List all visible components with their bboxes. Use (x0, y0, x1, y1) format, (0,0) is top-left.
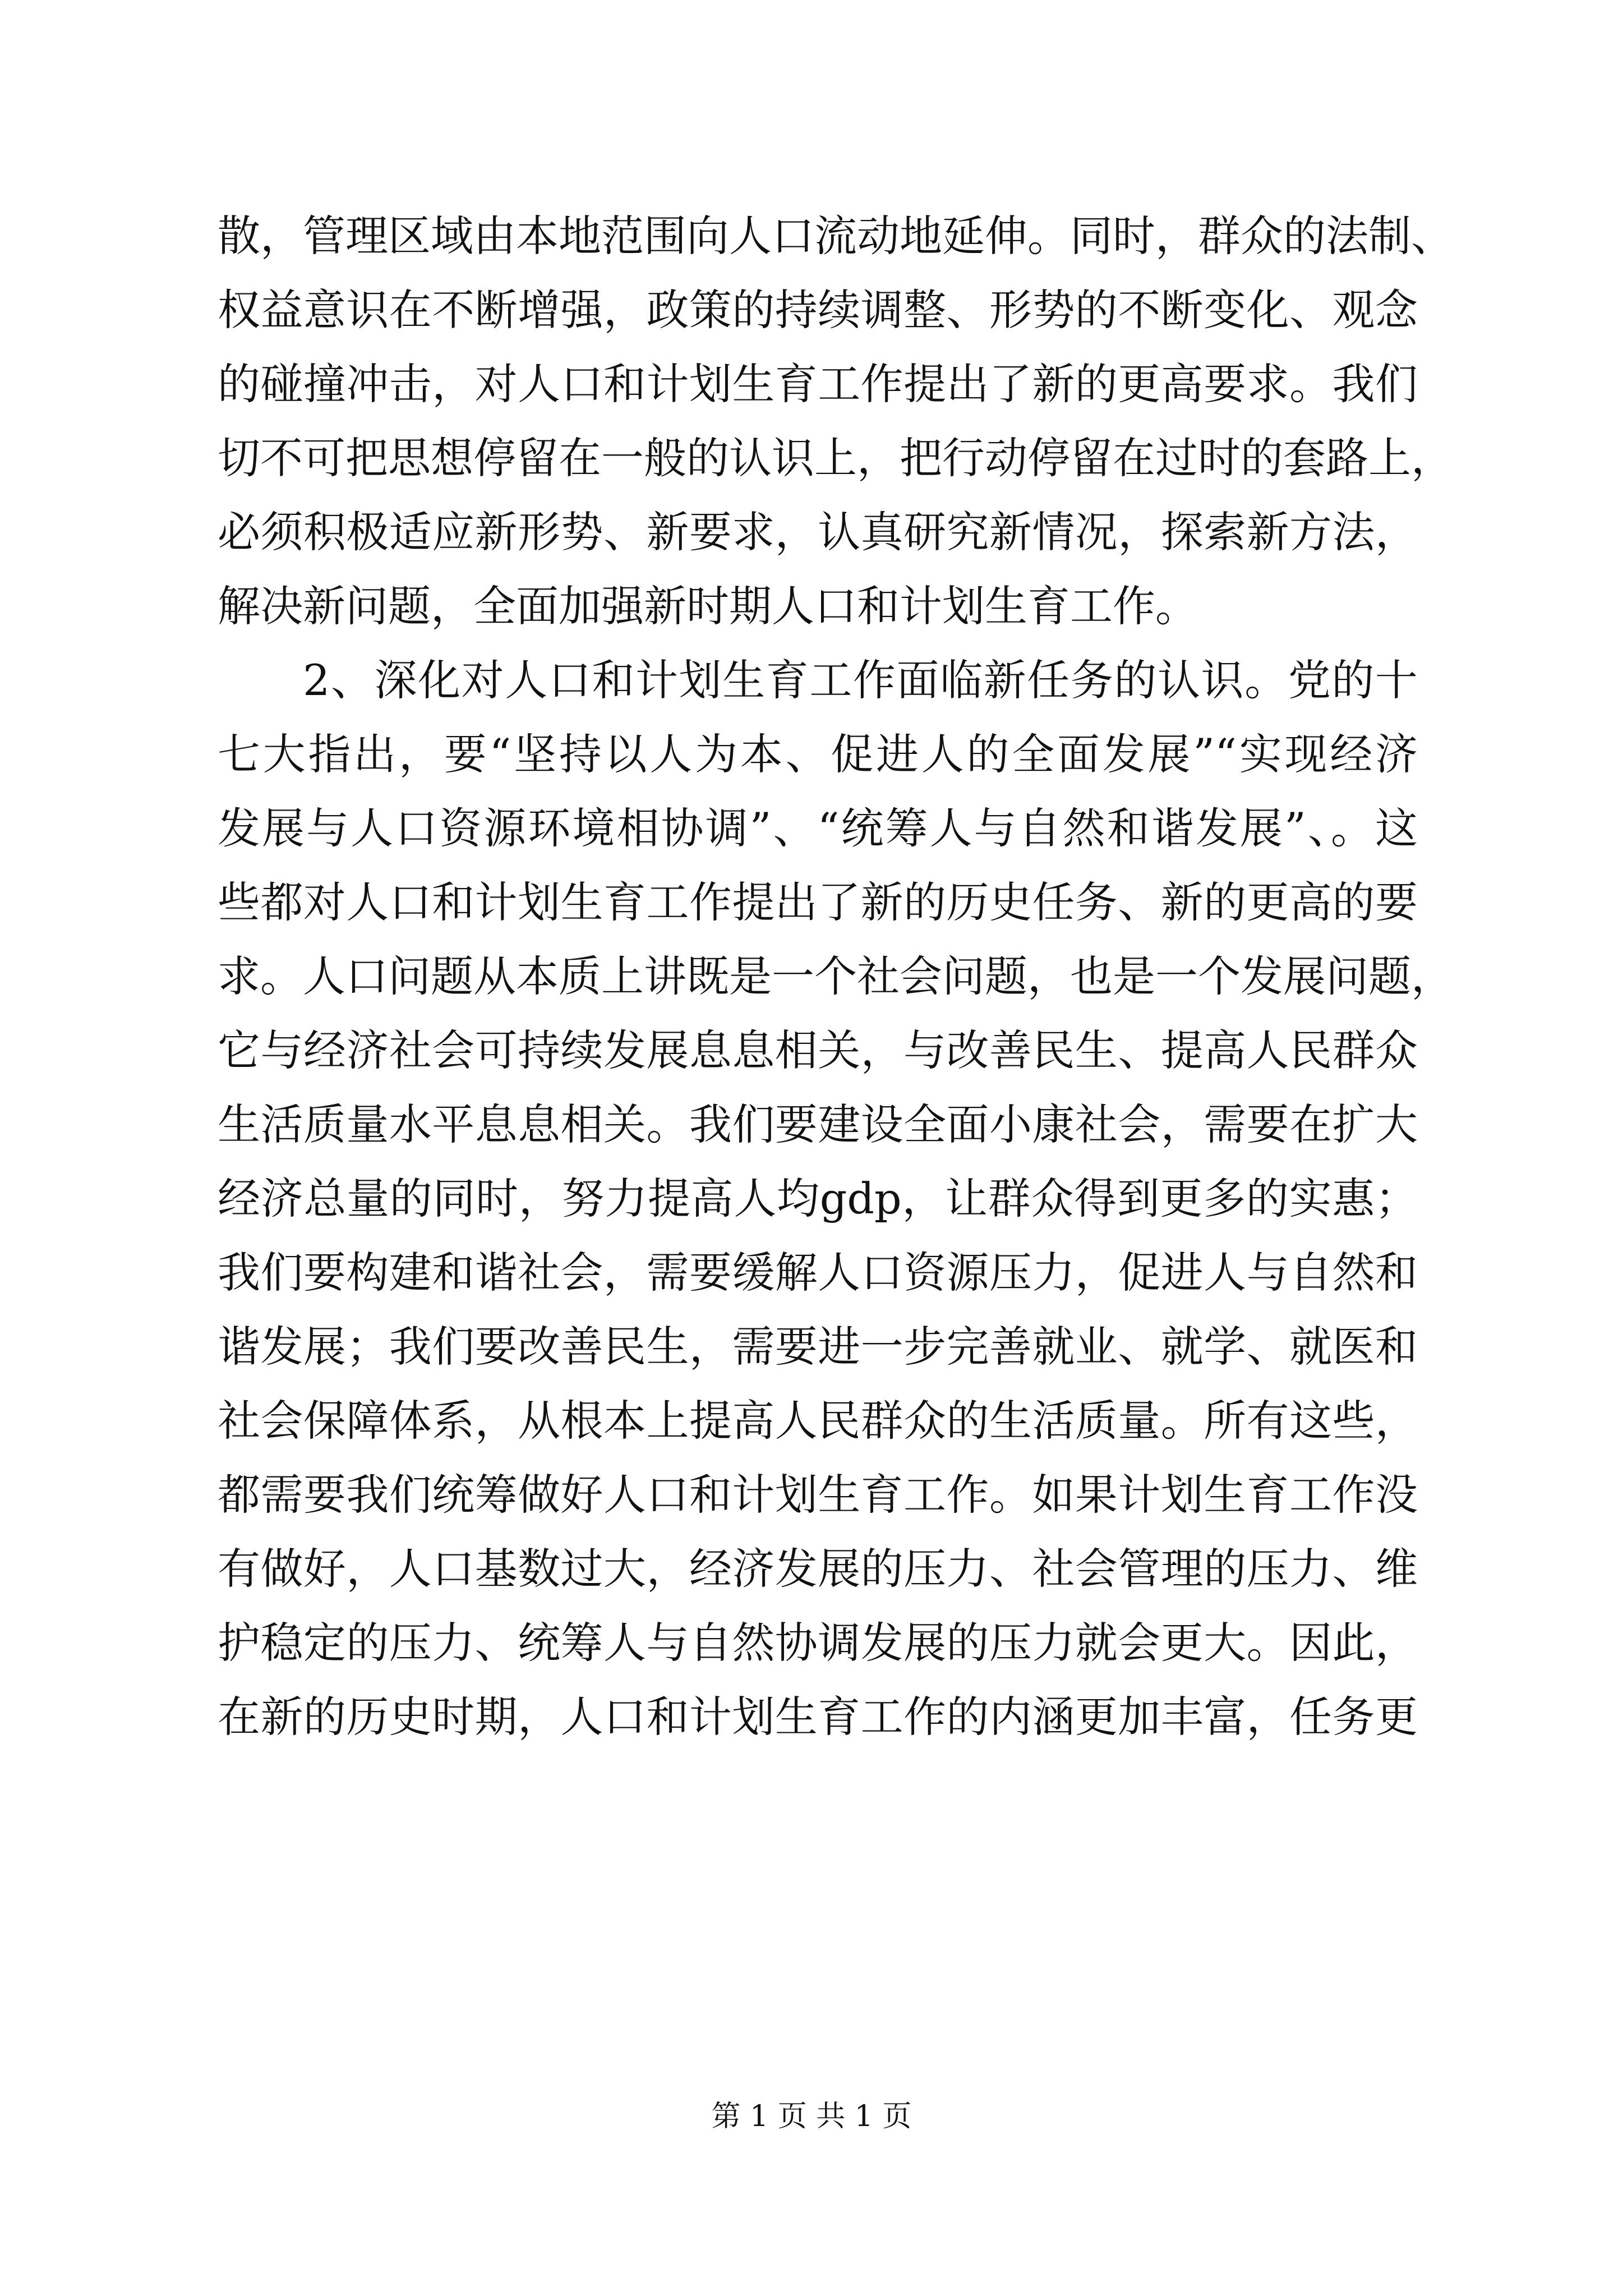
page-footer: 第 1 页 共 1 页 (711, 2100, 912, 2133)
text-line: 2、深化对人口和计划生育工作面临新任务的认识。党的十 (303, 655, 1418, 705)
text-line: 生活质量水平息息相关。我们要建设全面小康社会，需要在扩大 (218, 1099, 1418, 1149)
text-line: 社会保障体系，从根本上提高人民群众的生活质量。所有这些， (218, 1396, 1418, 1446)
text-line: 它与经济社会可持续发展息息相关，与改善民生、提高人民群众 (218, 1025, 1418, 1075)
text-line: 切不可把思想停留在一般的认识上，把行动停留在过时的套路上， (218, 433, 1454, 483)
text-line: 七大指出，要“坚持以人为本、促进人的全面发展”“实现经济 (218, 729, 1418, 779)
text-line: 散，管理区域由本地范围向人口流动地延伸。同时，群众的法制、 (218, 211, 1454, 261)
text-line: 我们要构建和谐社会，需要缓解人口资源压力，促进人与自然和 (218, 1248, 1418, 1297)
text-line: 发展与人口资源环境相协调”、“统筹人与自然和谐发展”、。这 (218, 803, 1418, 853)
text-line: 些都对人口和计划生育工作提出了新的历史任务、新的更高的要 (218, 877, 1418, 927)
text-line: 护稳定的压力、统筹人与自然协调发展的压力就会更大。因此， (218, 1618, 1418, 1668)
text-line: 谐发展；我们要改善民生，需要进一步完善就业、就学、就医和 (218, 1322, 1418, 1372)
text-line: 的碰撞冲击，对人口和计划生育工作提出了新的更高要求。我们 (218, 359, 1418, 409)
text-line: 解决新问题，全面加强新时期人口和计划生育工作。 (218, 581, 1198, 631)
body-text (218, 199, 1454, 1754)
text-line: 求。人口问题从本质上讲既是一个社会问题，也是一个发展问题， (218, 951, 1454, 1001)
text-line: 都需要我们统筹做好人口和计划生育工作。如果计划生育工作没 (218, 1470, 1418, 1520)
text-line: 权益意识在不断增强，政策的持续调整、形势的不断变化、观念 (218, 285, 1418, 335)
text-line: 必须积极适应新形势、新要求，认真研究新情况，探索新方法， (218, 507, 1418, 557)
text-line: 经济总量的同时，努力提高人均gdp，让群众得到更多的实惠； (218, 1174, 1418, 1223)
text-line: 在新的历史时期，人口和计划生育工作的内涵更加丰富，任务更 (218, 1692, 1418, 1742)
text-line: 有做好，人口基数过大，经济发展的压力、社会管理的压力、维 (218, 1544, 1418, 1594)
